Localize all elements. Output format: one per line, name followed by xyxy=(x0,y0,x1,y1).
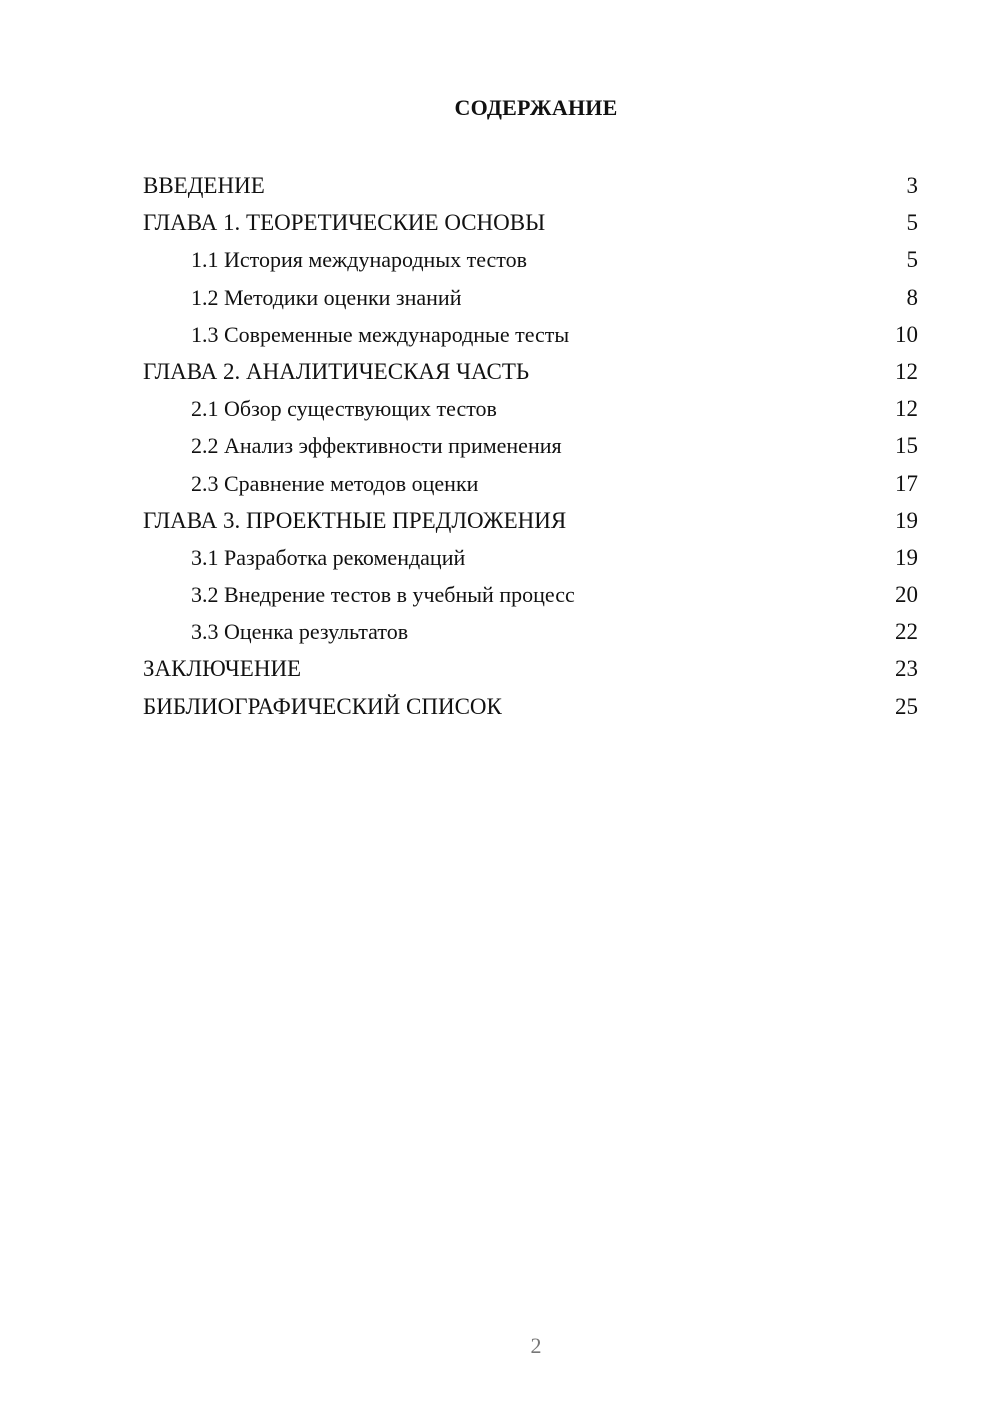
toc-entry-page: 3 xyxy=(906,173,918,198)
toc-entry-page: 12 xyxy=(895,396,918,422)
toc-entry-section-1-3 xyxy=(143,316,918,353)
toc-entry-page: 25 xyxy=(895,693,918,719)
toc-entry-label: 1.1 История международных тестов xyxy=(191,247,528,273)
toc-entry-label: БИБЛИОГРАФИЧЕСКИЙ СПИСОК xyxy=(143,693,502,719)
toc-entry-section-2-1 xyxy=(143,390,918,427)
toc-entry-label: 1.2 Методики оценки знаний xyxy=(191,284,462,310)
toc-entry-page: 20 xyxy=(895,582,918,608)
toc-entry-label: 3.1 Разработка рекомендаций xyxy=(191,544,466,570)
toc-entry-section-3-3 xyxy=(143,613,918,650)
toc-entry-page: 23 xyxy=(895,656,918,682)
toc-entry-label: 3.2 Внедрение тестов в учебный процесс xyxy=(191,582,575,608)
toc-entry-section-3-2 xyxy=(143,576,918,613)
toc-entry-label: ГЛАВА 1. ТЕОРЕТИЧЕСКИЕ ОСНОВЫ xyxy=(143,210,546,236)
toc-entry-page: 15 xyxy=(895,433,918,459)
toc-entry-section-3-1 xyxy=(143,539,918,576)
toc-entry-page: 5 xyxy=(906,247,918,273)
toc-entry-chapter-1 xyxy=(143,204,918,241)
toc-entry-page: 5 xyxy=(906,210,918,236)
toc-entry-page: 19 xyxy=(895,507,918,533)
toc-entry-label: 3.3 Оценка результатов xyxy=(191,619,409,645)
toc-entry-section-1-2 xyxy=(143,279,918,316)
toc-entry-section-1-1 xyxy=(143,241,918,278)
toc-entry-page: 10 xyxy=(895,321,918,347)
toc-entry-chapter-3 xyxy=(143,502,918,539)
toc-entry-section-2-3 xyxy=(143,465,918,502)
toc-entry-label: 2.2 Анализ эффективности применения xyxy=(191,433,562,459)
toc-entry-page: 22 xyxy=(895,619,918,645)
toc-entry-label: 2.3 Сравнение методов оценки xyxy=(191,470,479,496)
toc-entry-page: 8 xyxy=(906,284,918,310)
toc-entry-label: 1.3 Современные международные тесты xyxy=(191,321,570,347)
toc-entry-label: ВВЕДЕНИЕ xyxy=(143,173,265,198)
toc-entry-page: 19 xyxy=(895,544,918,570)
toc-entry-conclusion xyxy=(143,650,918,687)
toc-entry-chapter-2 xyxy=(143,353,918,390)
page-title: СОДЕРЖАНИЕ xyxy=(454,95,618,120)
toc-entry-label: ГЛАВА 3. ПРОЕКТНЫЕ ПРЕДЛОЖЕНИЯ xyxy=(143,507,567,533)
toc-entry-page: 17 xyxy=(895,470,918,496)
toc-entry-label: 2.1 Обзор существующих тестов xyxy=(191,396,497,422)
toc-entry-introduction xyxy=(143,167,918,204)
toc-entry-label: ЗАКЛЮЧЕНИЕ xyxy=(143,656,302,682)
toc-entry-label: ГЛАВА 2. АНАЛИТИЧЕСКАЯ ЧАСТЬ xyxy=(143,358,530,384)
toc-entry-page: 12 xyxy=(895,358,918,384)
table-of-contents xyxy=(143,167,918,725)
toc-entry-bibliography xyxy=(143,688,918,725)
toc-entry-section-2-2 xyxy=(143,427,918,464)
page-number: 2 xyxy=(530,1333,542,1358)
